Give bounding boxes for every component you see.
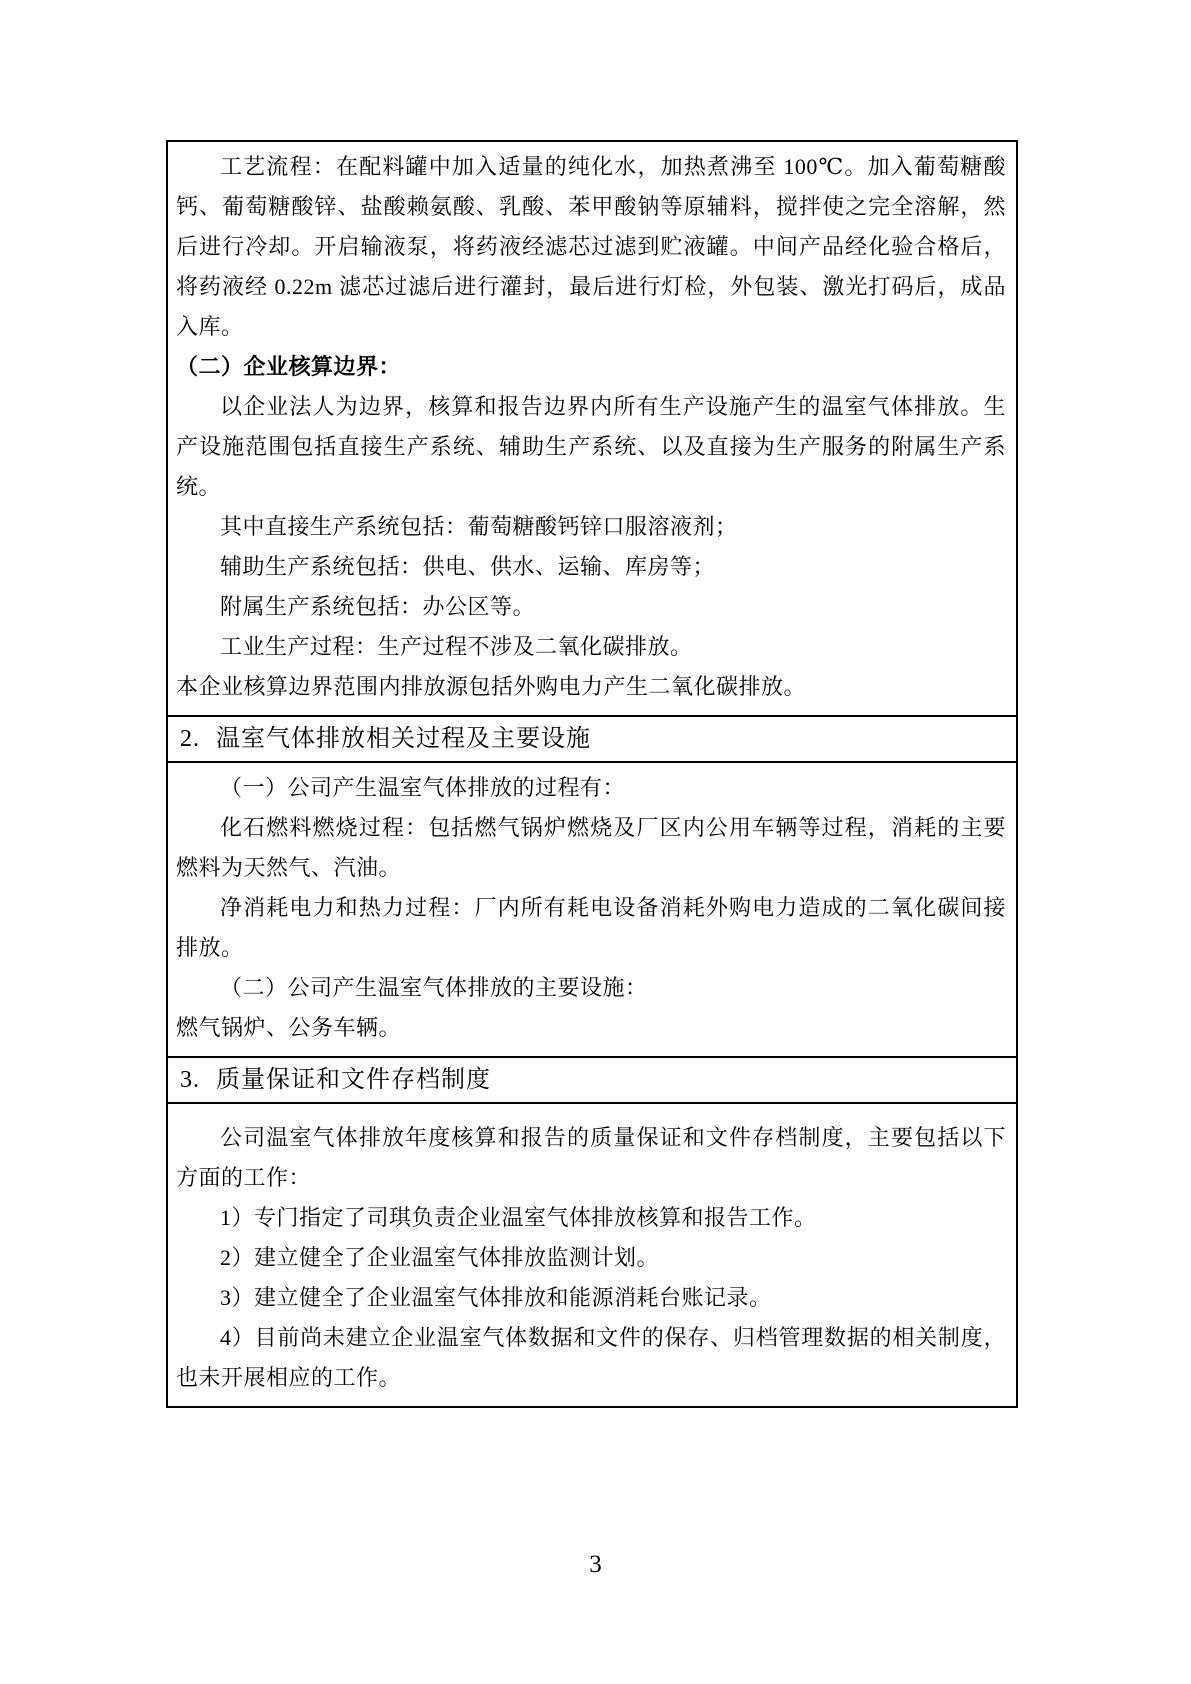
section-1-body [168,142,1016,715]
heading-accounting-boundary: （二）企业核算边界： [176,354,402,379]
paragraph-qa-item-1: 1）专门指定了司琪负责企业温室气体排放核算和报告工作。 [220,1205,817,1230]
report-table [166,140,1018,1408]
paragraph-main-facilities-heading: （二）公司产生温室气体排放的主要设施： [220,975,648,1000]
paragraph-emission-processes-heading: （一）公司产生温室气体排放的过程有： [220,775,626,800]
paragraph-process-flow: 工艺流程：在配料罐中加入适量的纯化水，加热煮沸至 100℃。加入葡萄糖酸钙、葡萄糖酸锌、盐酸赖氨酸、乳酸、苯甲酸钠等原辅料，搅拌使之完全溶解，然后进行冷却。开启输液泵，将药液经滤芯过滤到贮液罐。中间产品经化验合格后，将药液经 0.22m 滤芯过滤后进行灌封，最后进行灯检，外包装、激光打码后，成品入库。 [176,154,1006,339]
section-2-number: 2. [180,726,200,752]
paragraph-qa-intro: 公司温室气体排放年度核算和报告的质量保证和文件存档制度，主要包括以下方面的工作： [176,1125,1006,1190]
paragraph-attached-system: 附属生产系统包括：办公区等。 [220,594,536,619]
paragraph-direct-system: 其中直接生产系统包括：葡萄糖酸钙锌口服溶液剂； [220,514,738,539]
page-number: 3 [589,1551,602,1578]
section-2-header [168,715,1016,761]
section-3-body [168,1102,1016,1406]
paragraph-qa-item-2: 2）建立健全了企业温室气体排放监测计划。 [220,1245,660,1270]
section-3-number: 3. [180,1067,200,1093]
paragraph-fossil-fuel-combustion: 化石燃料燃烧过程：包括燃气锅炉燃烧及厂区内公用车辆等过程，消耗的主要燃料为天然气、汽油。 [176,815,1006,880]
paragraph-boundary-scope: 以企业法人为边界，核算和报告边界内所有生产设施产生的温室气体排放。生产设施范围包括直接生产系统、辅助生产系统、以及直接为生产服务的附属生产系统。 [176,394,1006,499]
paragraph-industrial-process: 工业生产过程：生产过程不涉及二氧化碳排放。 [220,634,693,659]
paragraph-facilities-list: 燃气锅炉、公务车辆。 [176,1015,402,1040]
paragraph-net-electricity-heat: 净消耗电力和热力过程：厂内所有耗电设备消耗外购电力造成的二氧化碳间接排放。 [176,895,1006,960]
paragraph-qa-item-3: 3）建立健全了企业温室气体排放和能源消耗台账记录。 [220,1285,772,1310]
section-3-header [168,1056,1016,1102]
paragraph-qa-item-4: 4）目前尚未建立企业温室气体数据和文件的保存、归档管理数据的相关制度，也未开展相应的工作。 [176,1325,1006,1390]
paragraph-auxiliary-system: 辅助生产系统包括：供电、供水、运输、库房等； [220,554,716,579]
section-3-title: 质量保证和文件存档制度 [216,1067,491,1093]
paragraph-emission-source: 本企业核算边界范围内排放源包括外购电力产生二氧化碳排放。 [176,674,807,699]
section-2-title: 温室气体排放相关过程及主要设施 [216,726,591,752]
section-2-body [168,761,1016,1056]
